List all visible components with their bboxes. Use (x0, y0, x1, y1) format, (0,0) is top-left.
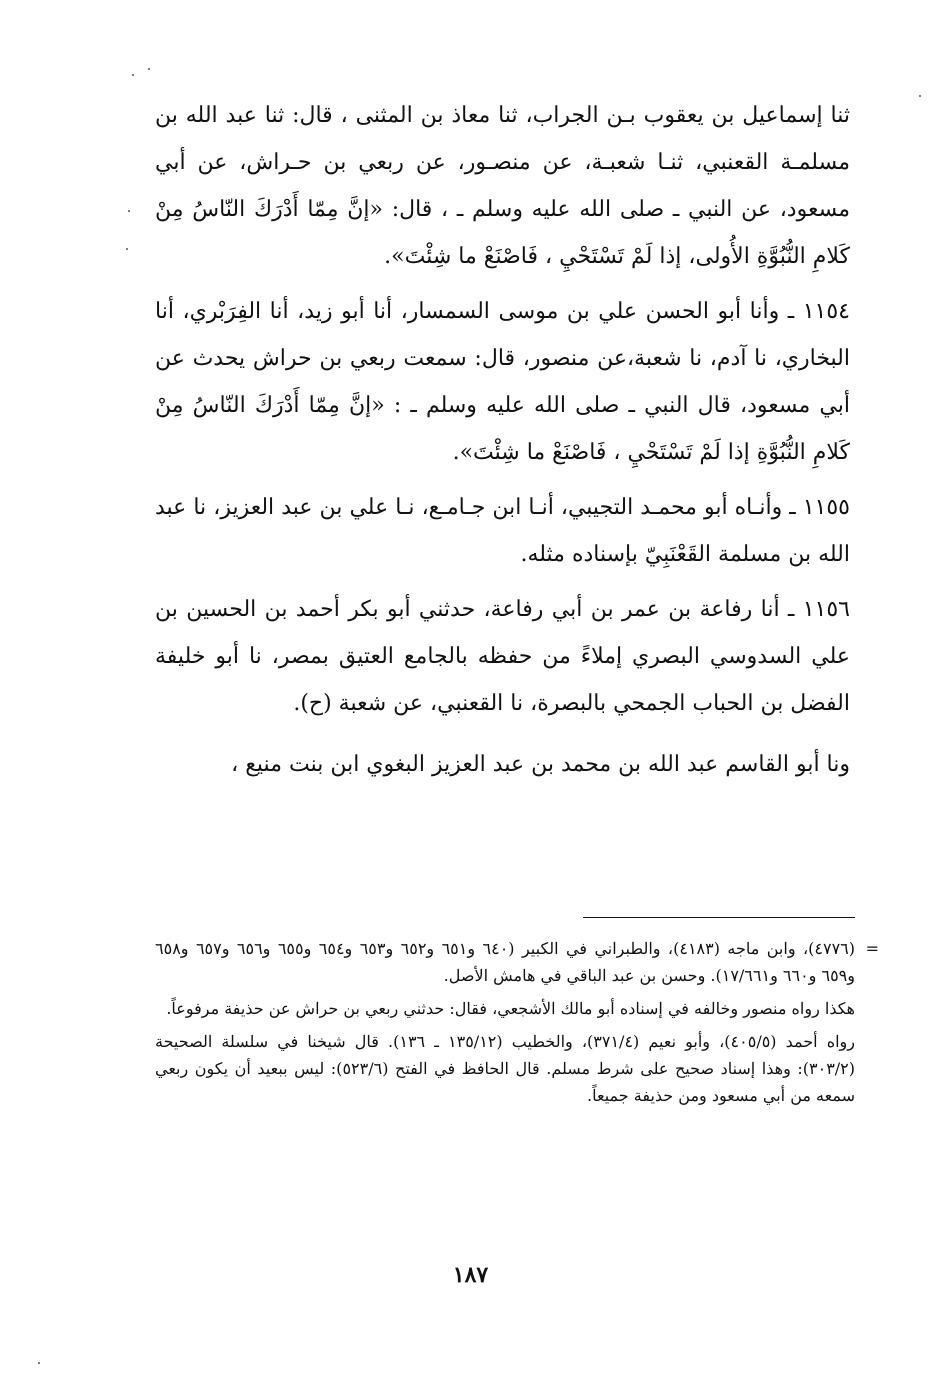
paragraph-continuation: ونا أبو القاسم عبد الله بن محمد بن عبد العزيز البغوي ابن بنت منيع ، (231, 752, 850, 777)
footnote-paragraph: (٤٧٧٦)، وابن ماجه (٤١٨٣)، والطبراني في الكبير (٦٤٠ و٦٥١ و٦٥٢ و٦٥٣ و٦٥٤ و٦٥٥ و٦٥٦ و٦٥٧ و٦٥٨ و٦٥٩ و٦٦٠ و١٧/٦٦١). وحسن بن عبد الباقي في هامش الأصل. (155, 939, 855, 985)
scan-speck (38, 1362, 40, 1364)
scan-speck (132, 74, 134, 76)
page-number: ١٨٧ (452, 1262, 489, 1288)
footnotes-block (155, 935, 879, 1115)
paragraph-hadith-intro: ثنا إسماعيل بن يعقوب بـن الجراب، ثنا معاذ بن المثنى ، قال: ثنا عبد الله بن مسلمـة القعنبي، ثنـا شعبـة، عن منصـور، عن ربعي بن حـراش، عن أبي مسعود، عن النبي ـ صلى الله عليه وسلم ـ ، قال: «إنَّ مِمّا أَدْرَكَ النّاسُ مِنْ كَلامِ النُّبُوَّةِ الأُولى، إذا لَمْ تَسْتَحْيِ ، فَاصْنَعْ ما شِئْتَ». (155, 103, 850, 269)
scan-speck (148, 68, 150, 70)
paragraph-1154: ١١٥٤ ـ وأنا أبو الحسن علي بن موسى السمسار، أنا أبو زيد، أنا الفِرَبْري، أنا البخاري، نا آدم، نا شعبة،عن منصور، قال: سمعت ربعي بن حراش يحدث عن أبي مسعود، قال النبي ـ صلى الله عليه وسلم ـ : «إنَّ مِمّا أَدْرَكَ النّاسُ مِنْ كَلامِ النُّبُوَّةِ إذا لَمْ تَسْتَحْيِ ، فَاصْنَعْ ما شِئْتَ». (155, 299, 850, 465)
scan-speck (126, 248, 128, 250)
footnote-paragraph: هكذا رواه منصور وخالفه في إسناده أبو مالك الأشجعي، فقال: حدثني ربعي بن حراش عن حذيفة مرفوعاً. (166, 999, 855, 1018)
scan-speck (919, 95, 921, 97)
paragraph-1156: ١١٥٦ ـ أنا رفاعة بن عمر بن أبي رفاعة، حدثني أبو بكر أحمد بن الحسين بن علي السدوسي البصري إملاءً من حفظه بالجامع العتيق بمصر، نا أبو خليفة الفضل بن الحباب الجمحي بالبصرة، نا القعنبي، عن شعبة (ح). (155, 597, 850, 716)
footnote-divider (583, 917, 855, 918)
main-text-block (155, 92, 850, 796)
scan-speck (128, 210, 130, 212)
paragraph-1155: ١١٥٥ ـ وأنـاه أبو محمـد التجيبي، أنـا ابن جـامـع، نـا علي بن عبد العزيز، نا عبد الله بن مسلمة القَعْنَبِيّ بإسناده مثله. (155, 495, 850, 567)
footnote-paragraph: رواه أحمد (٤٠٥/٥)، وأبو نعيم (٣٧١/٤)، والخطيب (١٣٥/١٢ ـ ١٣٦). قال شيخنا في سلسلة الصحيحة (٣٠٣/٢): وهذا إسناد صحيح على شرط مسلم. قال الحافظ في الفتح (٥٢٣/٦): ليس ببعيد أن يكون ربعي سمعه من أبي مسعود ومن حذيفة جميعاً. (155, 1032, 856, 1105)
footnote-continuation-marker: = (865, 939, 879, 958)
